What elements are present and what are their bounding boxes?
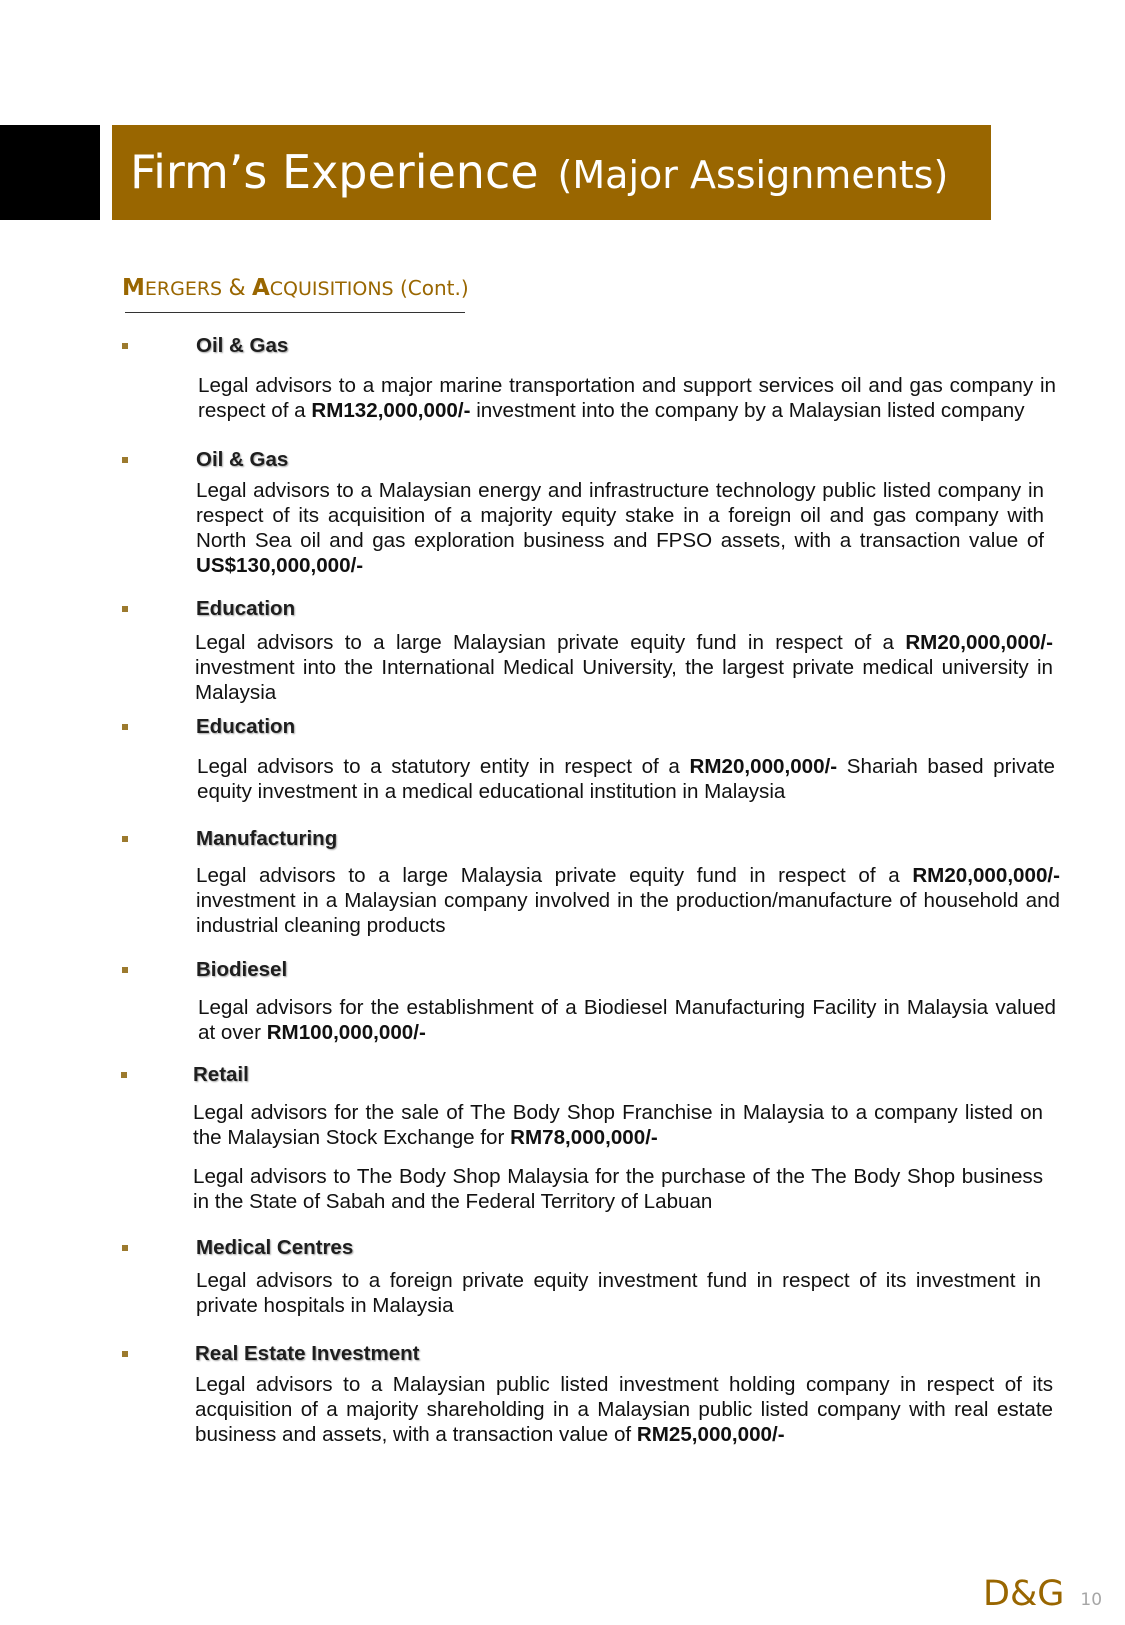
description-text: Legal advisors to a statutory entity in respect of a — [197, 755, 690, 778]
assignment-description — [195, 630, 1053, 705]
description-text: Legal advisors to The Body Shop Malaysia for the purchase of the The Body Shop business in the State of Sabah and the Federal Territory of Labuan — [193, 1165, 1043, 1213]
description-text: Legal advisors for the establishment of a Biodiesel Manufacturing Facility in Malaysia valued at over — [198, 996, 1056, 1044]
description-text: investment in a Malaysian company involved in the production/manufacture of household and industrial cleaning products — [196, 889, 1060, 937]
transaction-value: RM20,000,000/- — [912, 864, 1060, 887]
description-text: Shariah based private equity investment in a medical educational institution in Malaysia — [197, 755, 1055, 803]
section-title-suffix: (Cont.) — [399, 276, 469, 300]
description-text: Legal advisors to a foreign private equity investment fund in respect of its investment in private hospitals in Malaysia — [196, 1269, 1041, 1317]
assignment-heading: Biodiesel — [196, 958, 288, 981]
page-subtitle: (Major Assignments) — [557, 153, 949, 198]
page-title: Firm’s Experience — [130, 145, 539, 200]
assignment-heading: Retail — [193, 1063, 249, 1086]
assignment-description — [193, 1100, 1043, 1150]
transaction-value: US$130,000,000/- — [196, 554, 364, 577]
assignment-heading: Medical Centres — [196, 1236, 354, 1259]
assignment-heading-row — [0, 1342, 1125, 1366]
section-title-word: ACQUISITIONS — [251, 275, 394, 301]
description-text: Legal advisors to a large Malaysian private equity fund in respect of a — [195, 631, 906, 654]
firm-logo-text: D&G — [983, 1574, 1065, 1614]
page-number: 10 — [1080, 1590, 1103, 1610]
assignment-description — [198, 995, 1056, 1045]
description-text: Legal advisors for the sale of The Body Shop Franchise in Malaysia to a company listed on the Malaysian Stock Exchange for — [193, 1101, 1043, 1149]
square-bullet-icon — [121, 1072, 127, 1078]
title-line — [130, 147, 948, 198]
assignment-heading: Education — [196, 715, 296, 738]
assignment-heading-row — [0, 1236, 1125, 1260]
square-bullet-icon — [122, 1351, 128, 1357]
assignment-description — [196, 478, 1044, 578]
assignment-heading-row — [0, 334, 1125, 358]
description-text: Legal advisors to a Malaysian public listed investment holding company in respect of its acquisition of a majority shareholding in a Malaysian public listed company with real estate business and assets, with a transaction value of — [195, 1373, 1053, 1446]
assignment-heading: Oil & Gas — [196, 448, 289, 471]
assignment-heading-row — [0, 827, 1125, 851]
section-title-ampersand: & — [228, 276, 246, 301]
assignment-heading: Real Estate Investment — [195, 1342, 420, 1365]
square-bullet-icon — [122, 1245, 128, 1251]
square-bullet-icon — [122, 724, 128, 730]
description-text: Legal advisors to a major marine transportation and support services oil and gas company in respect of a — [198, 374, 1056, 422]
square-bullet-icon — [122, 606, 128, 612]
description-text: investment into the company by a Malaysian listed company — [470, 399, 1025, 422]
header-banner — [112, 125, 991, 220]
transaction-value: RM25,000,000/- — [636, 1423, 785, 1446]
assignment-heading-row — [0, 958, 1125, 982]
transaction-value: RM78,000,000/- — [510, 1126, 658, 1149]
transaction-value: RM100,000,000/- — [266, 1021, 426, 1044]
header-black-block — [0, 125, 100, 220]
section-title — [122, 273, 469, 303]
square-bullet-icon — [122, 836, 128, 842]
assignment-description — [196, 1268, 1041, 1318]
square-bullet-icon — [122, 343, 128, 349]
assignment-description — [196, 863, 1060, 938]
assignment-description — [197, 754, 1055, 804]
assignment-description — [195, 1372, 1053, 1447]
assignment-heading-row — [0, 448, 1125, 472]
section-title-word: MERGERS — [122, 275, 223, 301]
transaction-value: RM20,000,000/- — [905, 631, 1053, 654]
assignment-heading: Education — [196, 597, 296, 620]
assignment-heading: Oil & Gas — [196, 334, 289, 357]
assignment-heading-row — [0, 597, 1125, 621]
square-bullet-icon — [122, 457, 128, 463]
description-text: investment into the International Medical University, the largest private medical university in Malaysia — [195, 656, 1053, 704]
square-bullet-icon — [122, 967, 128, 973]
page-footer — [983, 1574, 1102, 1614]
assignment-heading-row — [0, 715, 1125, 739]
description-text: Legal advisors to a large Malaysia private equity fund in respect of a — [196, 864, 913, 887]
assignment-heading: Manufacturing — [196, 827, 338, 850]
assignment-heading-row — [0, 1063, 1125, 1087]
transaction-value: RM132,000,000/- — [311, 399, 471, 422]
assignment-description — [193, 1164, 1043, 1214]
assignment-description — [198, 373, 1056, 423]
section-underline — [125, 312, 465, 313]
description-text: Legal advisors to a Malaysian energy and infrastructure technology public listed company in respect of its acquisition of a majority equity stake in a foreign oil and gas company with North Sea oil and gas exploration business and FPSO assets, with a transaction value of — [196, 479, 1044, 552]
transaction-value: RM20,000,000/- — [689, 755, 838, 778]
